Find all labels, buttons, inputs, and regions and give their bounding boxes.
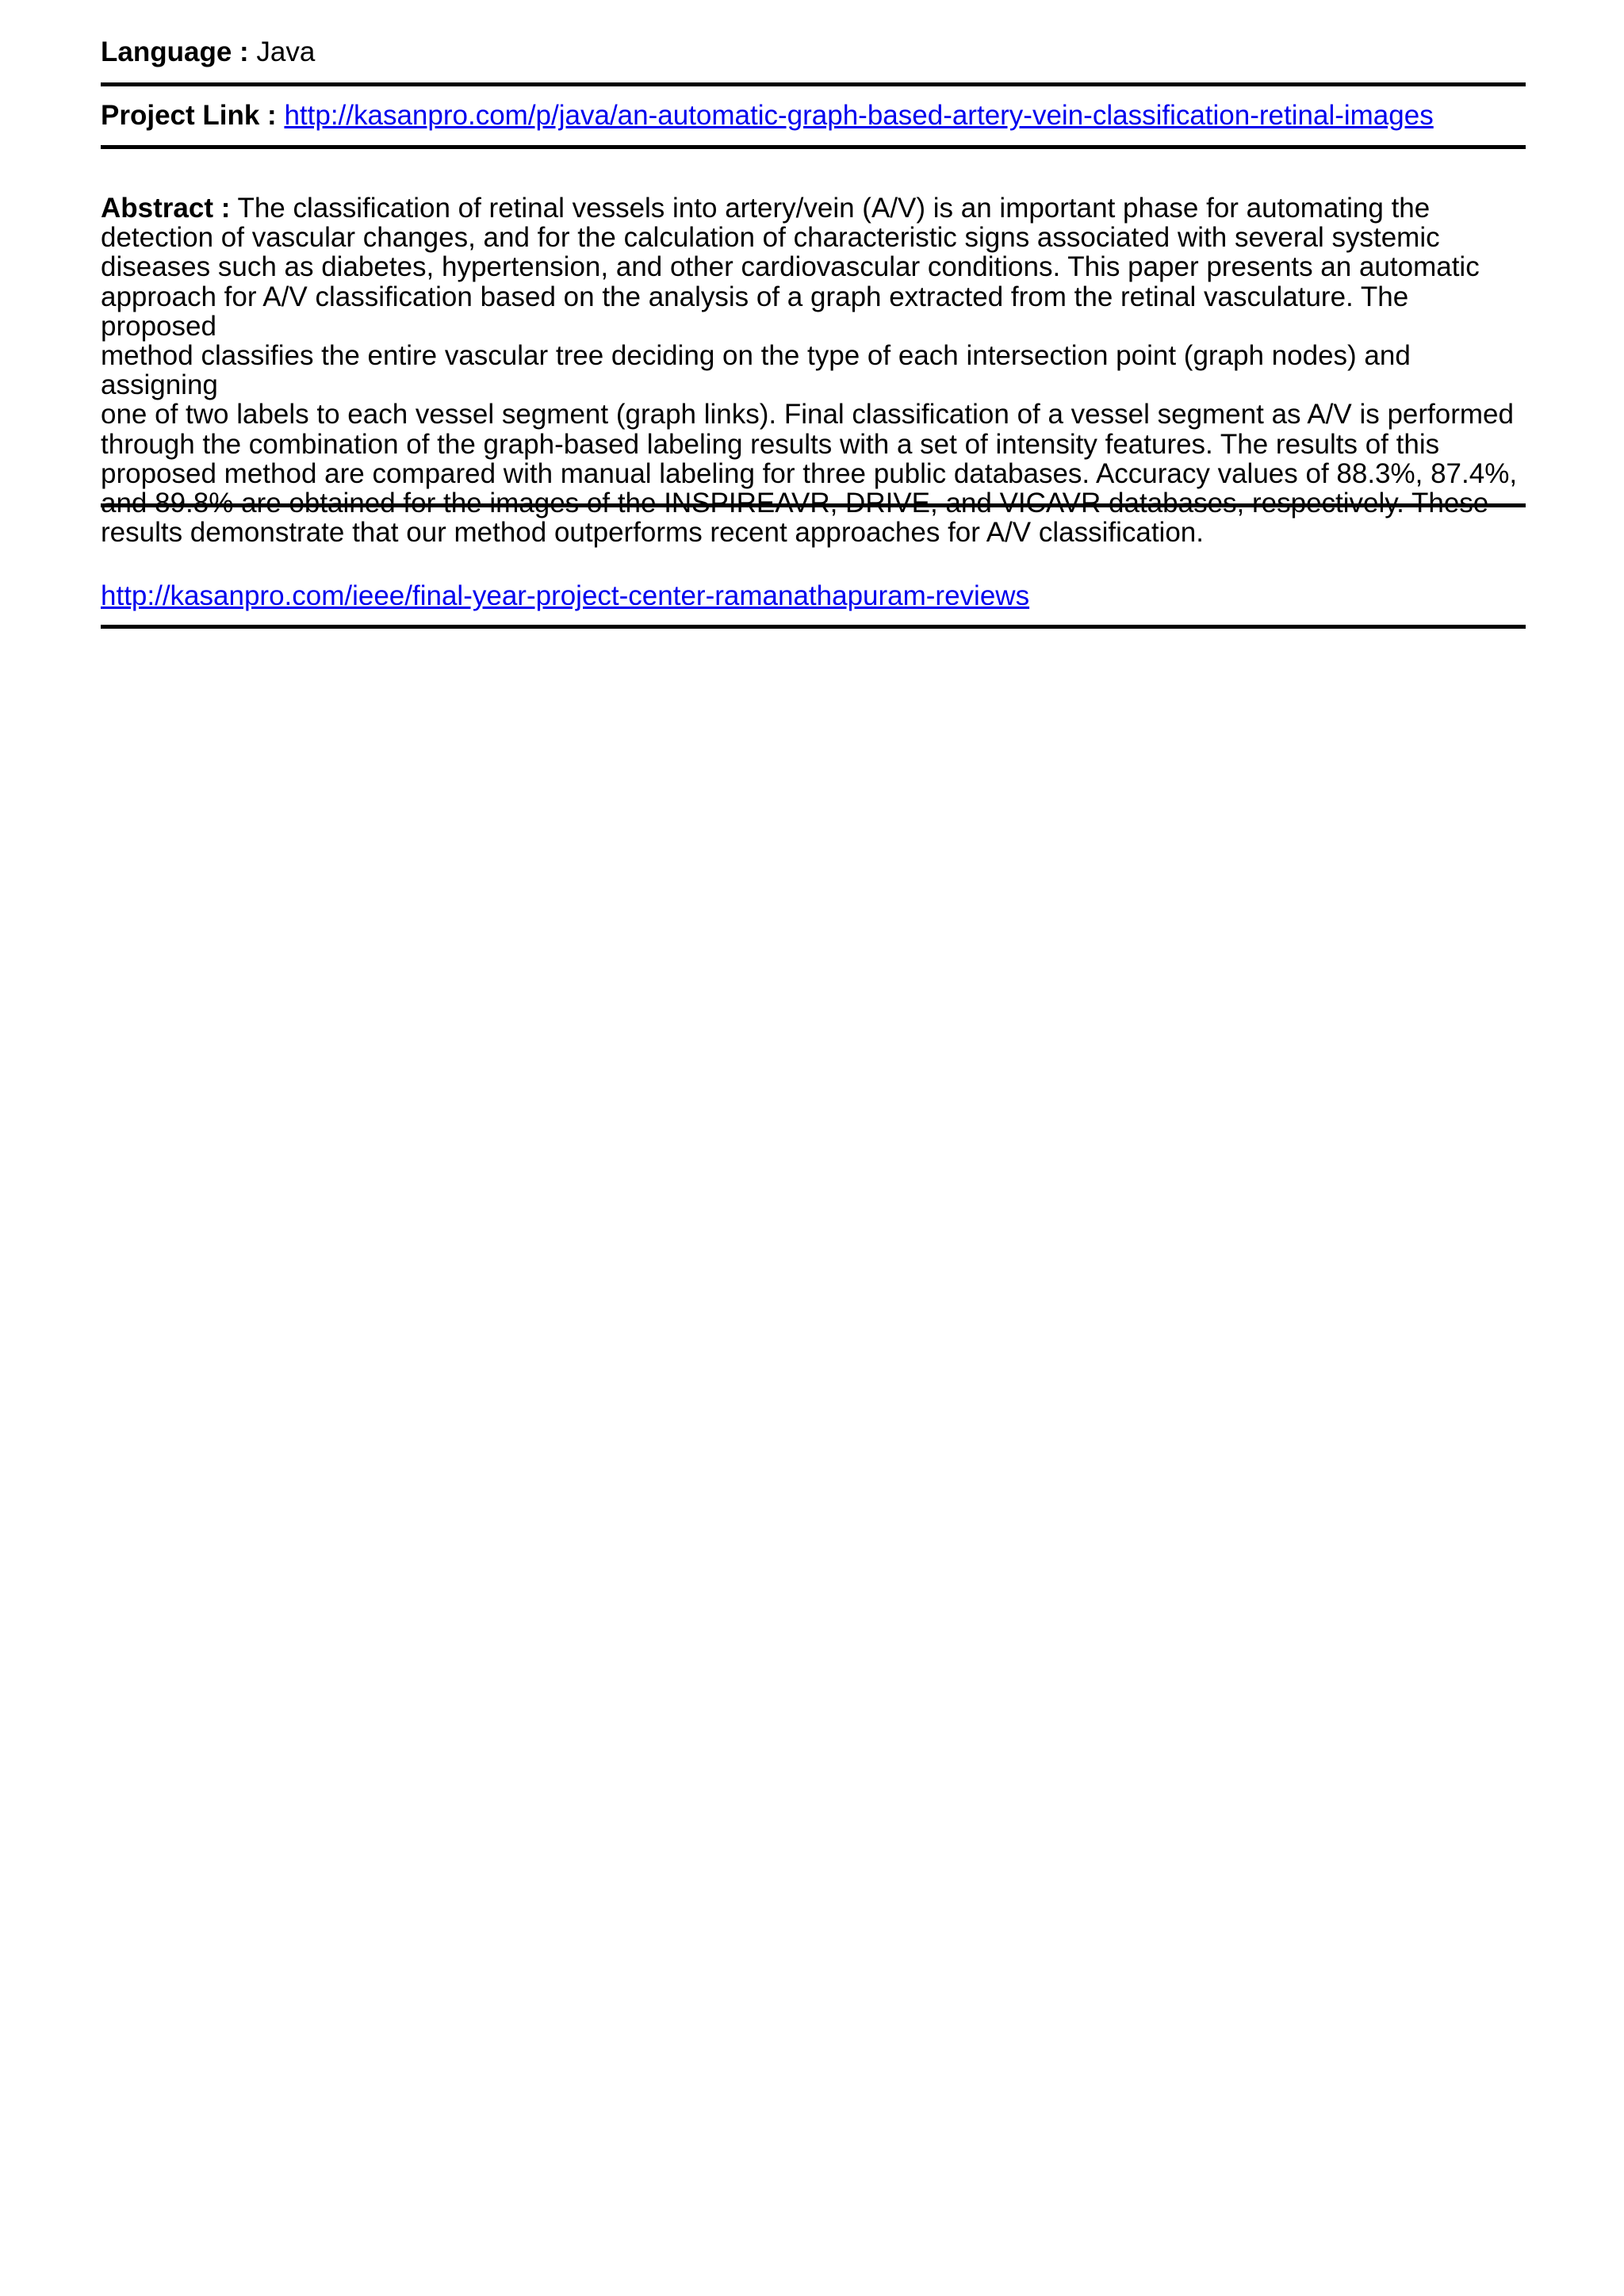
abstract-line: detection of vascular changes, and for the calculation of characteristic signs associated with several systemic [101,222,1440,254]
divider-line [101,625,1526,629]
project-link-label: Project Link : [101,100,277,131]
project-link[interactable]: http://kasanpro.com/p/java/an-automatic-graph-based-artery-vein-classification-retinal-images [284,100,1434,131]
abstract-line: method classifies the entire vascular tree deciding on the type of each intersection point (graph nodes) and assigning [101,340,1411,401]
project-link-row [101,100,1434,132]
abstract-label: Abstract : [101,193,231,224]
abstract-line: Abstract : The classification of retinal vessels into artery/vein (A/V) is an important phase for automating the [101,193,1431,224]
language-row [101,36,315,68]
abstract-line: through the combination of the graph-based labeling results with a set of intensity features. The results of this [101,428,1440,460]
divider-line [101,503,1526,507]
abstract-line: results demonstrate that our method outperforms recent approaches for A/V classification. [101,517,1204,549]
footer-link[interactable]: http://kasanpro.com/ieee/final-year-project-center-ramanathapuram-reviews [101,580,1030,611]
footer-link-row [101,580,1029,612]
language-label: Language : [101,36,249,67]
abstract-line: proposed method are compared with manual labeling for three public databases. Accuracy values of 88.3%, 87.4%, [101,457,1518,489]
divider-line [101,145,1526,149]
language-value: Java [256,36,316,67]
abstract-block [101,193,1526,547]
abstract-line: diseases such as diabetes, hypertension, and other cardiovascular conditions. This paper presents an automatic [101,251,1480,283]
abstract-line: approach for A/V classification based on the analysis of a graph extracted from the retinal vasculature. The proposed [101,281,1409,342]
abstract-line: one of two labels to each vessel segment (graph links). Final classification of a vessel segment as A/V is performed [101,399,1514,430]
divider-line [101,82,1526,86]
